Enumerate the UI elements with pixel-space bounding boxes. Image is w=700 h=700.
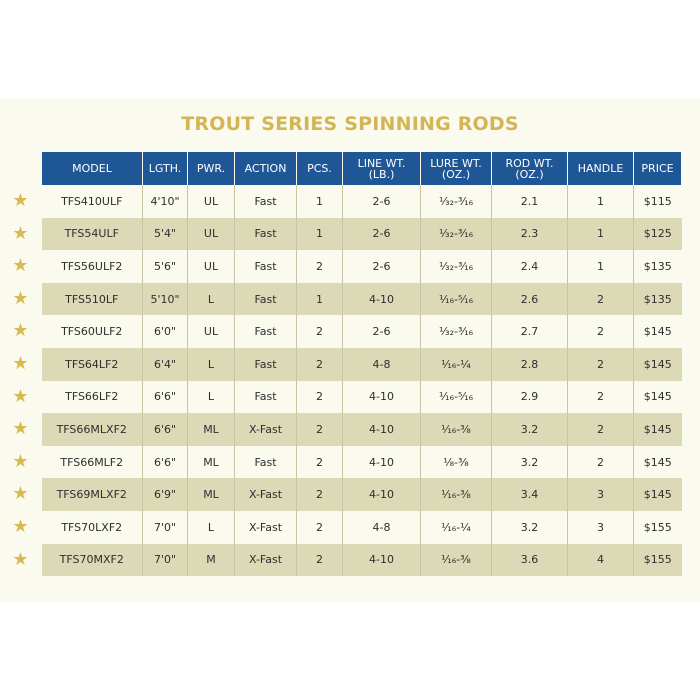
cell-action: Fast [235, 381, 297, 414]
page-title: TROUT SERIES SPINNING RODS [181, 113, 519, 135]
cell-price: $135 [634, 283, 682, 316]
cell-price: $145 [634, 413, 682, 446]
cell-length: 5'4" [143, 218, 188, 251]
header-pieces: PCS. [297, 152, 343, 185]
cell-lure-weight: ¹⁄₈-³⁄₈ [421, 446, 492, 479]
star-icon: ★ [12, 255, 29, 277]
cell-handle: 1 [568, 185, 634, 218]
cell-lure-weight: ¹⁄₁₆-¹⁄₄ [421, 348, 492, 381]
table-row [42, 544, 682, 577]
header-model: MODEL [42, 152, 143, 185]
cell-pieces: 2 [297, 315, 343, 348]
cell-power: L [188, 381, 235, 414]
cell-line-weight: 4-10 [343, 413, 421, 446]
star-icon: ★ [12, 287, 29, 309]
header-length: LGTH. [143, 152, 188, 185]
cell-handle: 2 [568, 315, 634, 348]
cell-power: ML [188, 413, 235, 446]
cell-length: 7'0" [143, 544, 188, 577]
cell-handle: 4 [568, 544, 634, 577]
cell-rod-weight: 2.7 [492, 315, 568, 348]
cell-handle: 3 [568, 478, 634, 511]
cell-rod-weight: 2.1 [492, 185, 568, 218]
cell-rod-weight: 2.9 [492, 381, 568, 414]
cell-price: $145 [634, 478, 682, 511]
cell-action: Fast [235, 315, 297, 348]
cell-action: Fast [235, 446, 297, 479]
cell-length: 7'0" [143, 511, 188, 544]
cell-model: TFS60ULF2 [42, 315, 143, 348]
cell-price: $145 [634, 315, 682, 348]
cell-power: L [188, 511, 235, 544]
cell-price: $115 [634, 185, 682, 218]
cell-rod-weight: 2.4 [492, 250, 568, 283]
cell-power: UL [188, 218, 235, 251]
cell-model: TFS410ULF [42, 185, 143, 218]
cell-model: TFS70MXF2 [42, 544, 143, 577]
cell-lure-weight: ¹⁄₁₆-³⁄₈ [421, 478, 492, 511]
cell-power: L [188, 348, 235, 381]
cell-line-weight: 4-10 [343, 544, 421, 577]
cell-action: Fast [235, 283, 297, 316]
table-row [42, 315, 682, 348]
cell-price: $125 [634, 218, 682, 251]
cell-pieces: 1 [297, 218, 343, 251]
cell-line-weight: 4-8 [343, 511, 421, 544]
cell-length: 6'6" [143, 446, 188, 479]
star-icon: ★ [12, 418, 29, 440]
cell-rod-weight: 3.2 [492, 446, 568, 479]
table-row [42, 250, 682, 283]
star-icon: ★ [12, 515, 29, 537]
cell-action: X-Fast [235, 478, 297, 511]
cell-price: $145 [634, 348, 682, 381]
cell-rod-weight: 2.8 [492, 348, 568, 381]
cell-length: 5'10" [143, 283, 188, 316]
cell-price: $155 [634, 544, 682, 577]
star-icon: ★ [12, 352, 29, 374]
cell-pieces: 2 [297, 348, 343, 381]
cell-lure-weight: ¹⁄₃₂-³⁄₁₆ [421, 218, 492, 251]
rod-specs-table [41, 152, 682, 576]
cell-line-weight: 2-6 [343, 218, 421, 251]
cell-rod-weight: 2.6 [492, 283, 568, 316]
cell-model: TFS66MLF2 [42, 446, 143, 479]
cell-lure-weight: ¹⁄₁₆-⁵⁄₁₆ [421, 381, 492, 414]
cell-power: UL [188, 185, 235, 218]
header-lure-weight-unit: (OZ.) [441, 167, 471, 181]
cell-pieces: 2 [297, 544, 343, 577]
table-row [42, 511, 682, 544]
star-icon: ★ [12, 450, 29, 472]
cell-model: TFS510LF [42, 283, 143, 316]
cell-lure-weight: ¹⁄₃₂-³⁄₁₆ [421, 185, 492, 218]
cell-lure-weight: ¹⁄₃₂-³⁄₁₆ [421, 250, 492, 283]
cell-power: UL [188, 315, 235, 348]
cell-lure-weight: ¹⁄₃₂-³⁄₁₆ [421, 315, 492, 348]
star-icon: ★ [12, 320, 29, 342]
table-row [42, 218, 682, 251]
cell-lure-weight: ¹⁄₁₆-³⁄₈ [421, 413, 492, 446]
cell-model: TFS54ULF [42, 218, 143, 251]
header-power: PWR. [188, 152, 235, 185]
cell-price: $145 [634, 381, 682, 414]
cell-action: Fast [235, 348, 297, 381]
cell-model: TFS56ULF2 [42, 250, 143, 283]
cell-lure-weight: ¹⁄₁₆-⁵⁄₁₆ [421, 283, 492, 316]
header-rod-weight [492, 152, 568, 185]
cell-length: 6'0" [143, 315, 188, 348]
cell-line-weight: 2-6 [343, 250, 421, 283]
star-icon: ★ [12, 548, 29, 570]
cell-price: $135 [634, 250, 682, 283]
cell-model: TFS66LF2 [42, 381, 143, 414]
cell-power: M [188, 544, 235, 577]
cell-lure-weight: ¹⁄₁₆-³⁄₈ [421, 544, 492, 577]
cell-length: 6'6" [143, 413, 188, 446]
cell-action: X-Fast [235, 413, 297, 446]
header-line-weight-unit: (LB.) [368, 167, 395, 181]
cell-pieces: 2 [297, 250, 343, 283]
cell-price: $155 [634, 511, 682, 544]
cell-price: $145 [634, 446, 682, 479]
header-action: ACTION [235, 152, 297, 185]
table-row [42, 348, 682, 381]
cell-line-weight: 4-10 [343, 446, 421, 479]
cell-power: L [188, 283, 235, 316]
table-row [42, 478, 682, 511]
cell-action: Fast [235, 218, 297, 251]
star-icon: ★ [12, 385, 29, 407]
table-row [42, 185, 682, 218]
cell-action: Fast [235, 185, 297, 218]
cell-pieces: 1 [297, 283, 343, 316]
cell-handle: 2 [568, 381, 634, 414]
cell-lure-weight: ¹⁄₁₆-¹⁄₄ [421, 511, 492, 544]
cell-pieces: 1 [297, 185, 343, 218]
cell-handle: 1 [568, 218, 634, 251]
cell-rod-weight: 3.6 [492, 544, 568, 577]
cell-line-weight: 2-6 [343, 185, 421, 218]
star-icon: ★ [12, 190, 29, 211]
cell-handle: 3 [568, 511, 634, 544]
cell-line-weight: 2-6 [343, 315, 421, 348]
cell-rod-weight: 3.4 [492, 478, 568, 511]
cell-action: Fast [235, 250, 297, 283]
cell-action: X-Fast [235, 511, 297, 544]
cell-power: ML [188, 478, 235, 511]
cell-length: 6'6" [143, 381, 188, 414]
header-rod-weight-label: ROD WT. [505, 156, 554, 170]
table-header-row [42, 152, 682, 185]
header-lure-weight-label: LURE WT. [430, 156, 482, 170]
header-line-weight-label: LINE WT. [357, 156, 406, 170]
cell-rod-weight: 3.2 [492, 511, 568, 544]
star-icon: ★ [12, 222, 29, 244]
header-rod-weight-unit: (OZ.) [515, 167, 544, 181]
cell-line-weight: 4-8 [343, 348, 421, 381]
cell-pieces: 2 [297, 511, 343, 544]
cell-pieces: 2 [297, 381, 343, 414]
spec-sheet-panel [0, 98, 700, 602]
cell-power: ML [188, 446, 235, 479]
cell-action: X-Fast [235, 544, 297, 577]
cell-line-weight: 4-10 [343, 283, 421, 316]
cell-handle: 2 [568, 446, 634, 479]
cell-length: 5'6" [143, 250, 188, 283]
cell-line-weight: 4-10 [343, 381, 421, 414]
cell-length: 6'9" [143, 478, 188, 511]
cell-handle: 1 [568, 250, 634, 283]
table-row [42, 413, 682, 446]
cell-handle: 2 [568, 413, 634, 446]
cell-rod-weight: 3.2 [492, 413, 568, 446]
header-price: PRICE [634, 152, 682, 185]
star-column [0, 185, 41, 576]
cell-length: 6'4" [143, 348, 188, 381]
cell-power: UL [188, 250, 235, 283]
cell-handle: 2 [568, 283, 634, 316]
header-handle: HANDLE [568, 152, 634, 185]
table-row [42, 283, 682, 316]
header-lure-weight [421, 152, 492, 185]
cell-model: TFS69MLXF2 [42, 478, 143, 511]
table-row [42, 446, 682, 479]
cell-rod-weight: 2.3 [492, 218, 568, 251]
cell-line-weight: 4-10 [343, 478, 421, 511]
cell-model: TFS66MLXF2 [42, 413, 143, 446]
cell-model: TFS70LXF2 [42, 511, 143, 544]
cell-pieces: 2 [297, 478, 343, 511]
star-icon: ★ [12, 483, 29, 505]
table-row [42, 381, 682, 414]
cell-model: TFS64LF2 [42, 348, 143, 381]
cell-length: 4'10" [143, 185, 188, 218]
cell-handle: 2 [568, 348, 634, 381]
cell-pieces: 2 [297, 446, 343, 479]
header-line-weight [343, 152, 421, 185]
cell-pieces: 2 [297, 413, 343, 446]
